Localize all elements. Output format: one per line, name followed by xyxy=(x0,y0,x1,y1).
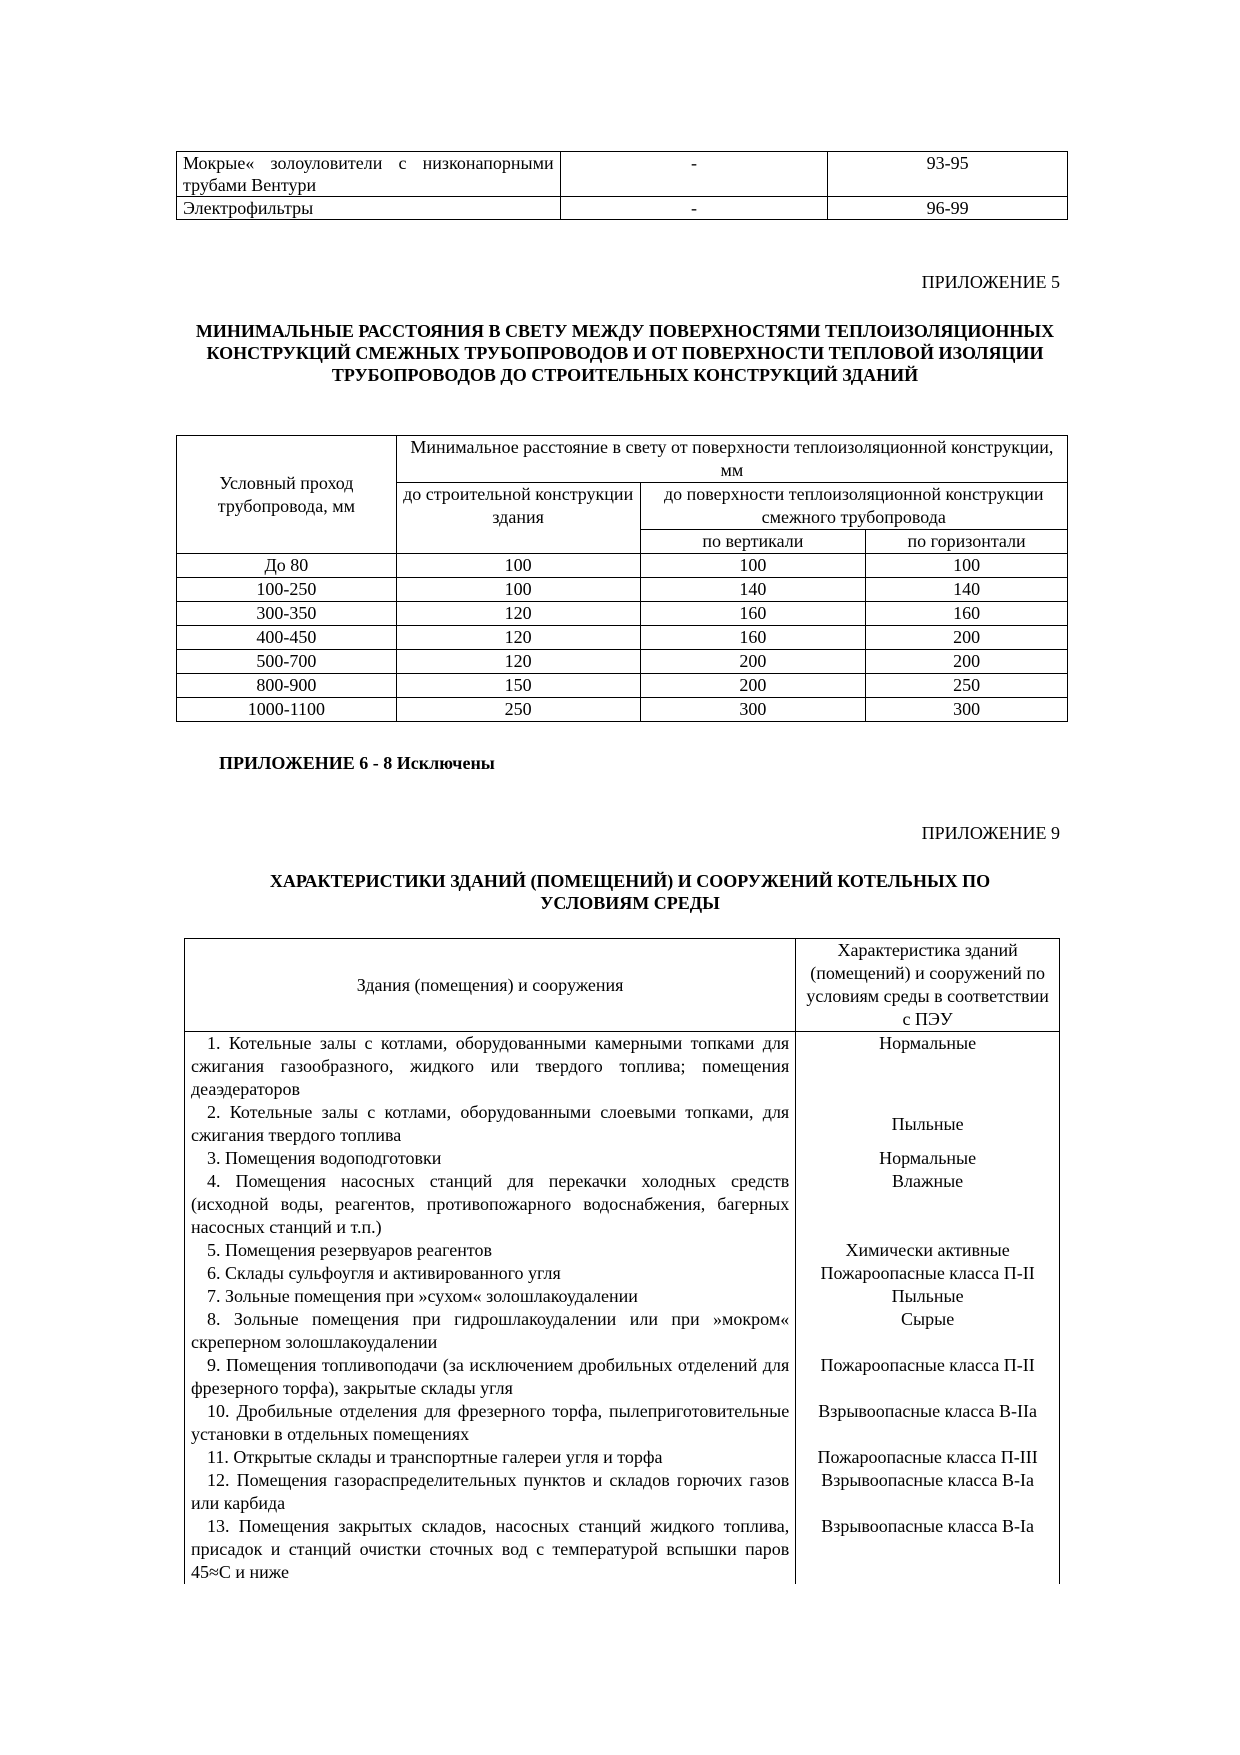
table-cell: 200 xyxy=(640,674,866,698)
table-row xyxy=(177,197,1068,220)
table-cell: 13. Помещения закрытых складов, насосных станций жидкого топлива, присадок и станций очистки сточных вод с температурой вспышки паров 45≈С и ниже xyxy=(185,1515,796,1584)
header-cell-adjacent: до поверхности теплоизоляционной конструкции смежного трубопровода xyxy=(640,483,1068,530)
table-cell: 100 xyxy=(866,554,1068,578)
table-header-row xyxy=(185,939,1060,1032)
header-cell-vertical: по вертикали xyxy=(640,530,866,554)
table-cell: 140 xyxy=(866,578,1068,602)
table-cell: 1000-1100 xyxy=(177,698,397,722)
appendix-5-title: МИНИМАЛЬНЫЕ РАССТОЯНИЯ В СВЕТУ МЕЖДУ ПОВЕРХНОСТЯМИ ТЕПЛОИЗОЛЯЦИОННЫХ КОНСТРУКЦИЙ СМЕЖНЫХ ТРУБОПРОВОДОВ И ОТ ПОВЕРХНОСТИ ТЕПЛОВОЙ ИЗОЛЯЦИИ ТРУБОПРОВОДОВ ДО СТРОИТЕЛЬНЫХ КОНСТРУКЦИЙ ЗДАНИЙ xyxy=(195,321,1055,385)
environment-table xyxy=(184,938,1060,1584)
table-cell: 96-99 xyxy=(828,197,1068,220)
table-cell: Пожароопасные класса П-III xyxy=(796,1446,1060,1469)
appendix-9-title: ХАРАКТЕРИСТИКИ ЗДАНИЙ (ПОМЕЩЕНИЙ) И СООРУЖЕНИЙ КОТЕЛЬНЫХ ПО УСЛОВИЯМ СРЕДЫ xyxy=(269,871,991,913)
table-cell: 200 xyxy=(866,650,1068,674)
table-row xyxy=(177,554,1068,578)
table-cell: 100 xyxy=(396,578,640,602)
table-row xyxy=(185,1170,1060,1239)
table-cell: 120 xyxy=(396,602,640,626)
table-cell: 200 xyxy=(866,626,1068,650)
table-cell: 160 xyxy=(640,602,866,626)
table-row xyxy=(177,698,1068,722)
table-cell: 400-450 xyxy=(177,626,397,650)
appendix-9-label: ПРИЛОЖЕНИЕ 9 xyxy=(921,823,1060,843)
table-cell: Нормальные xyxy=(796,1032,1060,1102)
table-cell: 9. Помещения топливоподачи (за исключением дробильных отделений для фрезерного торфа), закрытые склады угля xyxy=(185,1354,796,1400)
header-cell-diameter: Условный проход трубопровода, мм xyxy=(177,436,397,554)
table-cell: 300-350 xyxy=(177,602,397,626)
appendix-5-label: ПРИЛОЖЕНИЕ 5 xyxy=(921,272,1060,292)
distances-table xyxy=(176,435,1068,722)
table-cell: 1. Котельные залы с котлами, оборудованными камерными топками для сжигания газообразного, жидкого или твердого топлива; помещения деаэдераторов xyxy=(185,1032,796,1102)
table-cell: Пожароопасные класса П-II xyxy=(796,1262,1060,1285)
efficiency-table xyxy=(176,151,1068,220)
table-cell: 5. Помещения резервуаров реагентов xyxy=(185,1239,796,1262)
table-cell: Взрывоопасные класса В-Iа xyxy=(796,1515,1060,1584)
table-cell: 100 xyxy=(396,554,640,578)
header-cell-group: Минимальное расстояние в свету от поверхности теплоизоляционной конструкции, мм xyxy=(396,436,1067,483)
table-cell: До 80 xyxy=(177,554,397,578)
table-cell: - xyxy=(560,197,828,220)
table-cell: 250 xyxy=(866,674,1068,698)
table-cell: - xyxy=(560,152,828,197)
table-cell: Влажные xyxy=(796,1170,1060,1239)
table-cell: 160 xyxy=(640,626,866,650)
table-row xyxy=(185,1400,1060,1446)
table-header-row xyxy=(177,436,1068,483)
table-cell: 500-700 xyxy=(177,650,397,674)
table-cell: 120 xyxy=(396,626,640,650)
table-cell: 140 xyxy=(640,578,866,602)
table-row xyxy=(185,1354,1060,1400)
table-cell: 150 xyxy=(396,674,640,698)
table-row xyxy=(185,1239,1060,1262)
table-row xyxy=(185,1308,1060,1354)
table-cell: Химически активные xyxy=(796,1239,1060,1262)
table-row xyxy=(177,626,1068,650)
table-cell: 6. Склады сульфоугля и активированного угля xyxy=(185,1262,796,1285)
table-row xyxy=(177,650,1068,674)
header-cell-characteristic: Характеристика зданий (помещений) и сооружений по условиям среды в соответствии с ПЭУ xyxy=(796,939,1060,1032)
table-row xyxy=(185,1262,1060,1285)
table-row xyxy=(177,152,1068,197)
table-cell: 12. Помещения газораспределительных пунктов и складов горючих газов или карбида xyxy=(185,1469,796,1515)
table-cell: 7. Зольные помещения при »сухом« золошлакоудалении xyxy=(185,1285,796,1308)
table-cell: Пыльные xyxy=(796,1101,1060,1147)
header-cell-buildings: Здания (помещения) и сооружения xyxy=(185,939,796,1032)
table-row xyxy=(177,674,1068,698)
table-row xyxy=(185,1147,1060,1170)
table-cell: Пожароопасные класса П-II xyxy=(796,1354,1060,1400)
table-cell: 200 xyxy=(640,650,866,674)
table-cell: Электрофильтры xyxy=(177,197,561,220)
table-row xyxy=(185,1515,1060,1584)
table-cell: 250 xyxy=(396,698,640,722)
table-cell: 8. Зольные помещения при гидрошлакоудалении или при »мокром« скреперном золошлакоудалении xyxy=(185,1308,796,1354)
table-cell: 10. Дробильные отделения для фрезерного торфа, пылеприготовительные установки в отдельных помещениях xyxy=(185,1400,796,1446)
table-cell: 120 xyxy=(396,650,640,674)
table-cell: 100 xyxy=(640,554,866,578)
header-cell-building: до строительной конструкции здания xyxy=(396,483,640,554)
excluded-appendices-note: ПРИЛОЖЕНИЕ 6 - 8 Исключены xyxy=(219,753,495,773)
table-row xyxy=(185,1032,1060,1102)
table-cell: Взрывоопасные класса В-IIа xyxy=(796,1400,1060,1446)
table-cell: 300 xyxy=(866,698,1068,722)
table-row xyxy=(185,1101,1060,1147)
table-cell: 4. Помещения насосных станций для перекачки холодных средств (исходной воды, реагентов, противопожарного водоснабжения, багерных насосных станций и т.п.) xyxy=(185,1170,796,1239)
table-cell: 160 xyxy=(866,602,1068,626)
table-cell: Нормальные xyxy=(796,1147,1060,1170)
table-cell: 300 xyxy=(640,698,866,722)
table-cell: 2. Котельные залы с котлами, оборудованными слоевыми топками, для сжигания твердого топлива xyxy=(185,1101,796,1147)
table-cell: 11. Открытые склады и транспортные галереи угля и торфа xyxy=(185,1446,796,1469)
table-cell: 93-95 xyxy=(828,152,1068,197)
table-cell: 100-250 xyxy=(177,578,397,602)
table-row xyxy=(185,1285,1060,1308)
table-cell: Взрывоопасные класса В-Iа xyxy=(796,1469,1060,1515)
table-cell: 3. Помещения водоподготовки xyxy=(185,1147,796,1170)
header-cell-horizontal: по горизонтали xyxy=(866,530,1068,554)
table-cell: 800-900 xyxy=(177,674,397,698)
table-row xyxy=(177,578,1068,602)
table-row xyxy=(177,602,1068,626)
table-row xyxy=(185,1446,1060,1469)
table-row xyxy=(185,1469,1060,1515)
table-cell: Сырые xyxy=(796,1308,1060,1354)
table-cell: Мокрые« золоуловители с низконапорными трубами Вентури xyxy=(177,152,561,197)
table-cell: Пыльные xyxy=(796,1285,1060,1308)
